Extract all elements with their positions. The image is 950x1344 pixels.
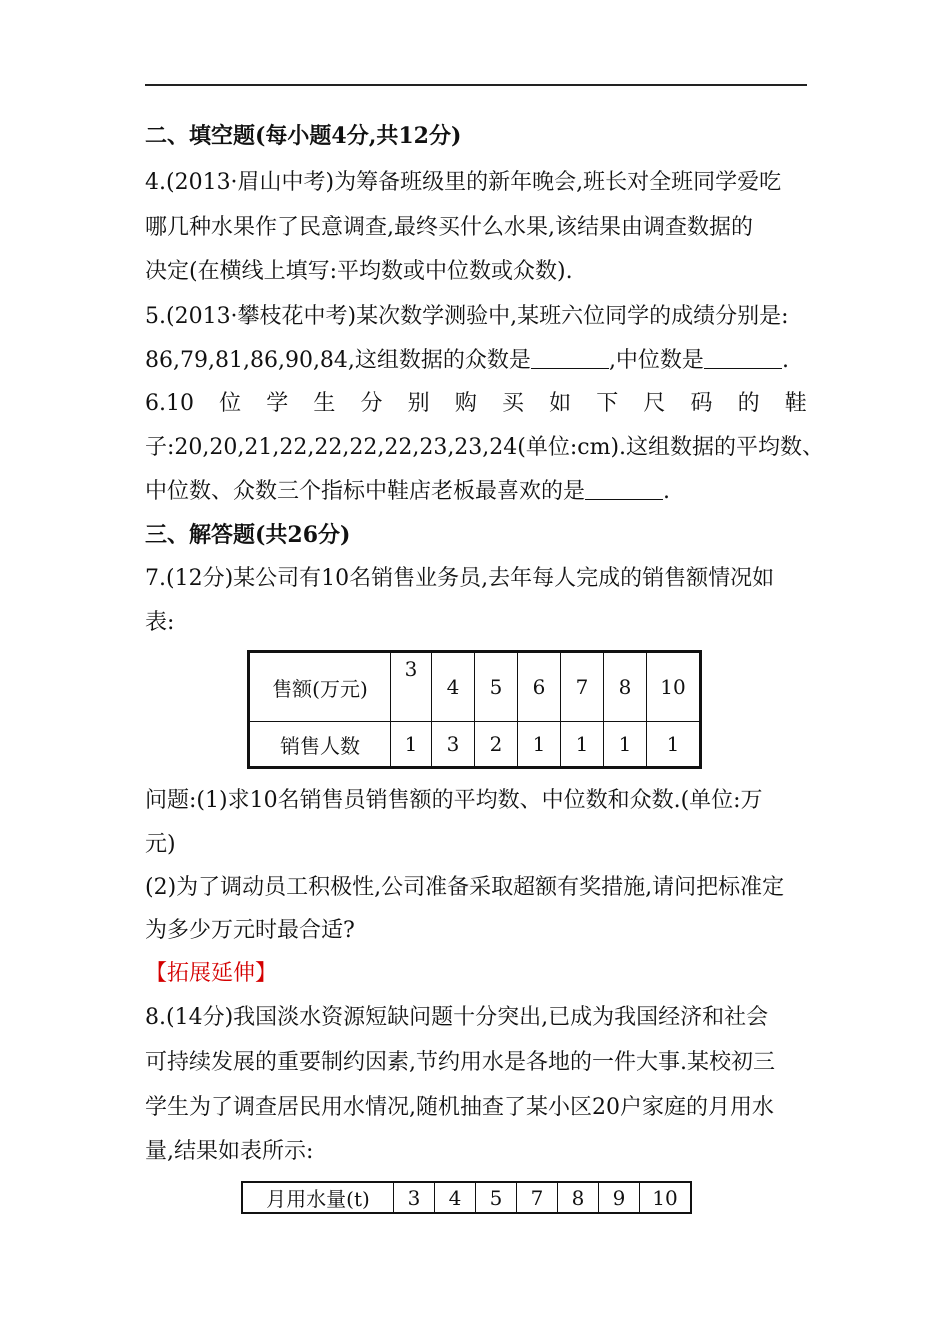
- table-cell: 1: [561, 722, 604, 768]
- q6-word: 买: [501, 391, 524, 416]
- q6-word: 别: [407, 391, 430, 416]
- table-cell: 8: [558, 1182, 599, 1213]
- q5-text-c: .: [781, 348, 789, 373]
- q5-answer-blank-mode[interactable]: [531, 348, 609, 369]
- q6-word: 鞋: [784, 391, 807, 416]
- q5-line-1: 5.(2013·攀枝花中考)某次数学测验中,某班六位同学的成绩分别是:: [145, 304, 789, 329]
- table-row: [242, 1182, 691, 1213]
- q6-word: 码: [690, 391, 713, 416]
- table-row: [249, 652, 701, 722]
- table-header-cell: 销售人数: [249, 722, 391, 768]
- q5-line-2: [145, 347, 789, 375]
- q4-line-2: 哪几种水果作了民意调查,最终买什么水果,该结果由调查数据的: [145, 215, 753, 240]
- q6-word: 分: [360, 391, 383, 416]
- q7-part2-line-2: 为多少万元时最合适?: [145, 918, 355, 943]
- table-cell: 10: [640, 1182, 692, 1213]
- q6-word: 购: [454, 391, 477, 416]
- q6-text-b: .: [663, 479, 671, 504]
- table-cell: 4: [432, 652, 475, 722]
- q7-part1-line-1: 问题:(1)求10名销售员销售额的平均数、中位数和众数.(单位:万: [145, 788, 763, 813]
- q5-text-b: ,中位数是: [608, 348, 704, 373]
- table-header-cell: 售额(万元): [249, 652, 391, 722]
- q6-word: 学: [266, 391, 289, 416]
- q7-part2-line-1: (2)为了调动员工积极性,公司准备采取超额有奖措施,请问把标准定: [145, 875, 785, 900]
- q6-word: 位: [219, 391, 242, 416]
- q7-line-2: 表:: [145, 610, 175, 635]
- table-cell: 1: [391, 722, 432, 768]
- q7-line-1: 7.(12分)某公司有10名销售业务员,去年每人完成的销售额情况如: [145, 566, 775, 591]
- table-cell: 8: [604, 652, 647, 722]
- table-header-cell: 月用水量(t): [242, 1182, 394, 1213]
- q7-part1-line-2: 元): [145, 832, 176, 857]
- section-2-title: 二、填空题(每小题4分,共12分): [145, 123, 462, 149]
- table-cell: 9: [599, 1182, 640, 1213]
- q6-line-3: [145, 478, 670, 506]
- q8-line-1: 8.(14分)我国淡水资源短缺问题十分突出,已成为我国经济和社会: [145, 1005, 769, 1030]
- q6-word: 6.10: [145, 391, 194, 416]
- q6-word: 如: [549, 391, 572, 416]
- q4-line-3: 决定(在横线上填写:平均数或中位数或众数).: [145, 259, 573, 284]
- table-cell: 2: [475, 722, 518, 768]
- table-cell: 1: [647, 722, 701, 768]
- table-cell: 10: [647, 652, 701, 722]
- table-row: [249, 722, 701, 768]
- q8-line-2: 可持续发展的重要制约因素,节约用水是各地的一件大事.某校初三: [145, 1050, 775, 1075]
- q6-word: 尺: [643, 391, 666, 416]
- section-3-title: 三、解答题(共26分): [145, 522, 351, 548]
- table-cell: 7: [561, 652, 604, 722]
- table-cell: 3: [391, 652, 432, 722]
- table-cell: 1: [604, 722, 647, 768]
- q6-text-a: 中位数、众数三个指标中鞋店老板最喜欢的是: [145, 479, 586, 504]
- q8-line-3: 学生为了调查居民用水情况,随机抽查了某小区20户家庭的月用水: [145, 1095, 774, 1120]
- q6-word: 下: [596, 391, 619, 416]
- sales-table: [247, 650, 702, 769]
- q5-text-a: 86,79,81,86,90,84,这组数据的众数是: [145, 348, 531, 373]
- q6-word: 生: [313, 391, 336, 416]
- extension-label: 【拓展延伸】: [145, 961, 278, 986]
- q5-answer-blank-median[interactable]: [704, 348, 782, 369]
- water-usage-table: [241, 1181, 692, 1214]
- q6-answer-blank[interactable]: [585, 479, 663, 500]
- table-cell: 3: [394, 1182, 435, 1213]
- top-divider: [145, 84, 807, 86]
- table-cell: 4: [435, 1182, 476, 1213]
- table-cell: 6: [518, 652, 561, 722]
- table-cell: 5: [476, 1182, 517, 1213]
- table-cell: 3: [432, 722, 475, 768]
- table-cell: 1: [518, 722, 561, 768]
- table-cell: 7: [517, 1182, 558, 1213]
- q6-line-1: [145, 390, 807, 418]
- q8-line-4: 量,结果如表所示:: [145, 1139, 314, 1164]
- q6-word: 的: [737, 391, 760, 416]
- q6-line-2: 子:20,20,21,22,22,22,22,23,23,24(单位:cm).这组数据的平均数、: [145, 435, 825, 460]
- table-cell: 5: [475, 652, 518, 722]
- q4-line-1: 4.(2013·眉山中考)为筹备班级里的新年晚会,班长对全班同学爱吃: [145, 170, 782, 195]
